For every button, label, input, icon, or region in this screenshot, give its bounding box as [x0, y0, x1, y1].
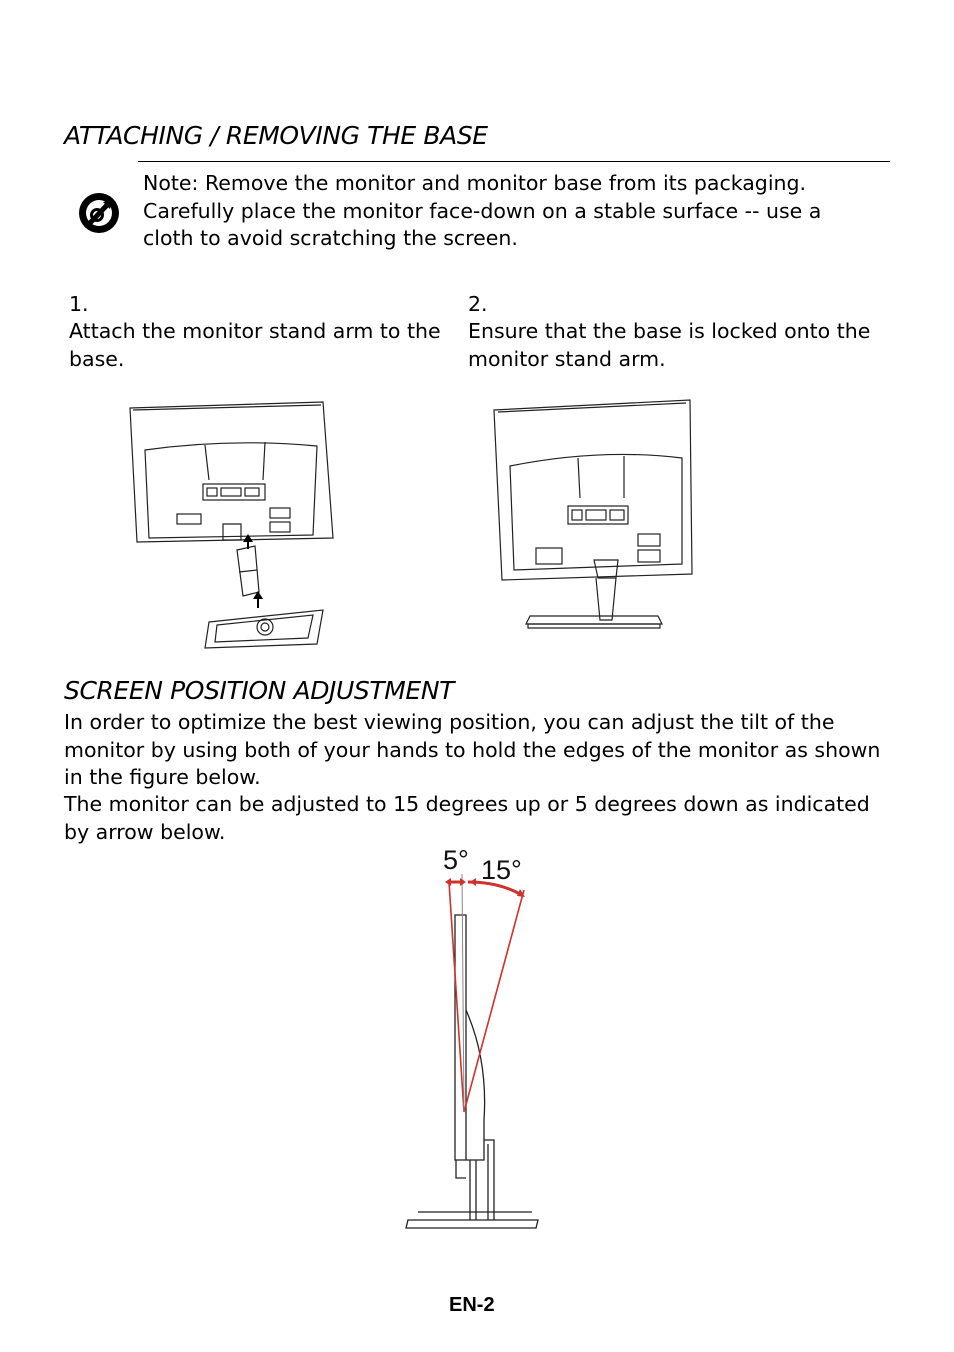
step-1-text: Attach the monitor stand arm to the base. — [69, 319, 441, 371]
tilt-down-label: 5° — [443, 845, 469, 875]
section-title-screen-position: SCREEN POSITION ADJUSTMENT — [64, 676, 455, 705]
section-title-attaching: ATTACHING / REMOVING THE BASE — [64, 121, 488, 150]
note-text: Note: Remove the monitor and monitor base from its packaging. Carefully place the monitor face-down on a stable surface -- use a cloth to avoid scratching the screen. — [143, 171, 822, 250]
tilt-up-label: 15° — [481, 855, 522, 885]
tilt-side-illustration — [400, 860, 560, 1240]
page-number: EN-2 — [449, 1294, 495, 1316]
adjustment-paragraph-1: In order to optimize the best viewing position, you can adjust the tilt of the monitor by using both of your hands to hold the edges of the monitor as shown in the figure below. — [64, 710, 881, 789]
attach-arm-illustration — [125, 400, 335, 652]
adjustment-paragraph-2: The monitor can be adjusted to 15 degrees up or 5 degrees down as indicated by arrow below. — [64, 792, 870, 844]
title-divider — [138, 161, 890, 162]
base-locked-illustration — [490, 398, 700, 634]
note-icon — [76, 190, 122, 236]
step-2-number: 2. — [468, 292, 488, 316]
step-1-number: 1. — [69, 292, 89, 316]
step-2-text: Ensure that the base is locked onto the monitor stand arm. — [468, 319, 871, 371]
